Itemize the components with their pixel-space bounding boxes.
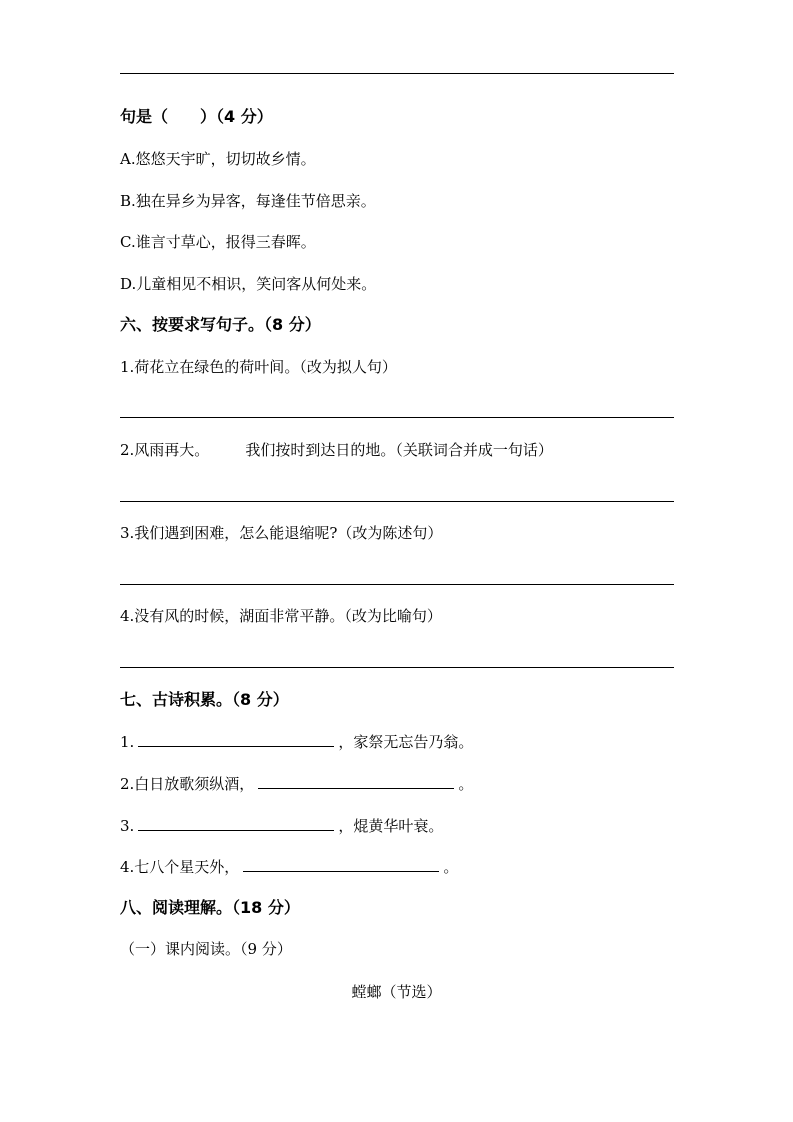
section-6-item-1: 1.荷花立在绿色的荷叶间。（改为拟人句） [120,358,397,376]
answer-line-4[interactable] [120,667,674,668]
passage-title: 螳螂（节选） [351,983,442,1001]
option-c: C.谁言寸草心，报得三春晖。 [120,233,316,251]
section-6-item-2 [120,440,553,460]
poem-item-1-num: 1. [120,733,135,751]
poem-item-2 [120,774,473,794]
top-rule [120,73,674,74]
poem-item-4-after: 。 [443,858,459,876]
section-6-item-2-part-b: 我们按时到达日的地。（关联词合并成一句话） [245,441,553,459]
question-stem-tail: 句是（ ）（4 分） [120,107,273,126]
poem-item-1 [120,732,473,752]
poem-blank-1[interactable] [138,732,334,747]
section-8-title: 八、阅读理解。（18 分） [120,898,300,917]
option-a: A.悠悠天宇旷，切切故乡情。 [120,150,316,168]
poem-item-4 [120,857,458,877]
section-8-subtitle: （一）课内阅读。（9 分） [120,940,292,958]
answer-line-1[interactable] [120,417,674,418]
poem-item-3-after: ，焜黄华叶衰。 [338,817,444,835]
answer-line-3[interactable] [120,584,674,585]
option-d: D.儿童相见不相识，笑问客从何处来。 [120,275,377,293]
option-b: B.独在异乡为异客，每逢佳节倍思亲。 [120,192,376,210]
poem-item-3-num: 3. [120,817,135,835]
poem-item-2-after: 。 [458,775,474,793]
poem-blank-3[interactable] [138,816,334,831]
poem-item-2-before: 2.白日放歌须纵酒， [120,775,255,793]
section-6-item-3: 3.我们遇到困难，怎么能退缩呢?（改为陈述句） [120,524,443,542]
section-7-title: 七、古诗积累。（8 分） [120,690,289,709]
poem-blank-4[interactable] [243,857,439,872]
answer-line-2[interactable] [120,501,674,502]
poem-item-3 [120,816,443,836]
poem-blank-2[interactable] [258,774,454,789]
section-6-title: 六、按要求写句子。（8 分） [120,315,321,334]
poem-item-4-before: 4.七八个星天外， [120,858,240,876]
section-6-item-4: 4.没有风的时候，湖面非常平静。（改为比喻句） [120,607,442,625]
section-6-item-2-part-a: 2.风雨再大。 [120,441,210,459]
poem-item-1-after: ，家祭无忘告乃翁。 [338,733,474,751]
